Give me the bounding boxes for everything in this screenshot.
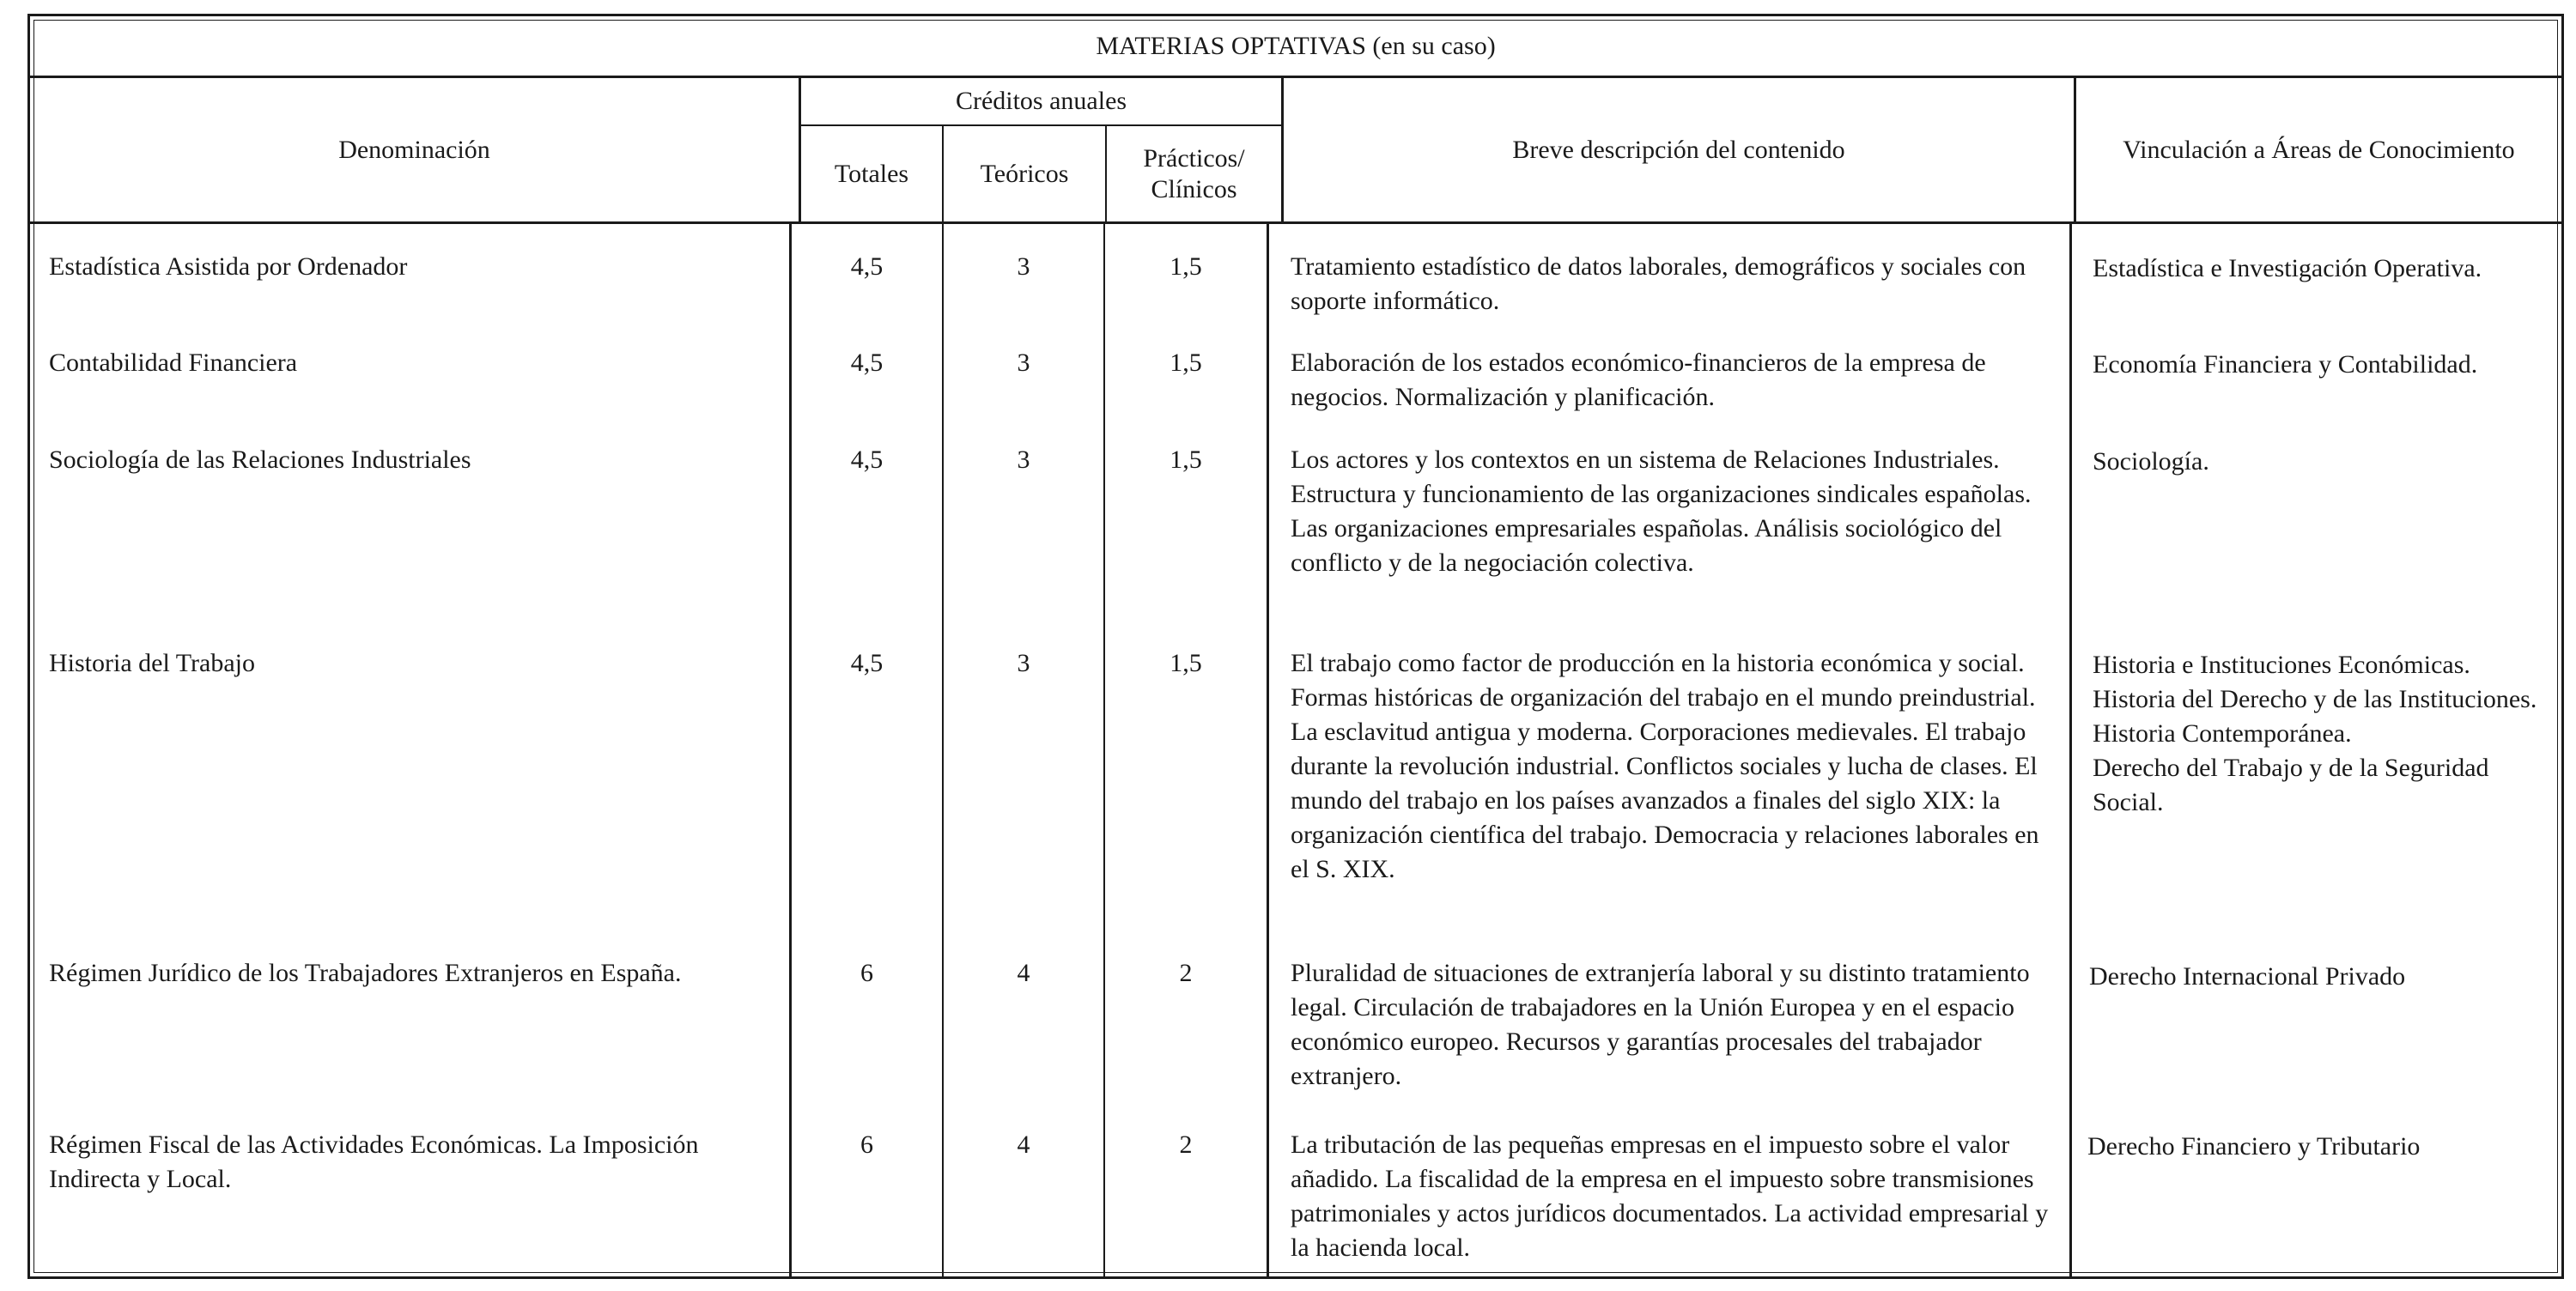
row-4-name: Historia del Trabajo <box>49 649 255 677</box>
header-vinculacion: Vinculación a Áreas de Conocimiento <box>2076 78 2561 224</box>
row-6-vinculacion: Derecho Financiero y Tributario <box>2087 1132 2421 1161</box>
header-teoricos: Teóricos <box>944 126 1107 221</box>
row-2-name: Contabilidad Financiera <box>49 349 298 377</box>
column-divider <box>789 224 792 1276</box>
table-title: MATERIAS OPTATIVAS (en su caso) <box>30 16 2561 78</box>
row-1-descripcion: Tratamiento estadístico de datos laborales, demográficos y sociales con soporte informático. <box>1291 252 2026 315</box>
row-1-name: Estadística Asistida por Ordenador <box>49 252 408 281</box>
row-5-descripcion: Pluralidad de situaciones de extranjería laboral y su distinto tratamiento legal. Circulación de trabajadores en la Unión Europea y en el espacio económico europeo. Recursos y garantías procesales del trabajador extranjero. <box>1291 959 2030 1090</box>
row-3-name: Sociología de las Relaciones Industriales <box>49 445 471 474</box>
materias-optativas-table <box>27 14 2564 1279</box>
column-divider <box>2069 224 2072 1276</box>
row-6-totales: 6 <box>860 1130 873 1159</box>
row-4-totales: 4,5 <box>850 649 884 677</box>
row-2-teoricos: 3 <box>1017 349 1030 377</box>
row-5-name: Régimen Jurídico de los Trabajadores Extranjeros en España. <box>49 959 682 987</box>
row-2-descripcion: Elaboración de los estados económico-financieros de la empresa de negocios. Normalización y planificación. <box>1291 349 1986 411</box>
header-descripcion: Breve descripción del contenido <box>1284 78 2076 224</box>
column-divider <box>942 224 944 1276</box>
row-3-vinculacion: Sociología. <box>2093 447 2209 476</box>
row-3-teoricos: 3 <box>1017 445 1030 474</box>
column-divider <box>1267 224 1269 1276</box>
vinculacion-line: Derecho del Trabajo y de la Seguridad Social. <box>2093 754 2489 816</box>
row-6-descripcion: La tributación de las pequeñas empresas en el impuesto sobre el valor añadido. La fiscalidad de la empresa en el impuesto sobre transmisiones patrimoniales y actos jurídicos documentados. La actividad empresarial y la hacienda local. <box>1291 1130 2049 1262</box>
row-1-totales: 4,5 <box>850 252 884 281</box>
row-4-vinculacion <box>2093 648 2556 820</box>
row-4-practicos: 1,5 <box>1170 649 1202 677</box>
header-practicos-line2: Clínicos <box>1151 174 1237 203</box>
row-4-teoricos: 3 <box>1017 649 1030 677</box>
row-5-totales: 6 <box>860 959 873 987</box>
row-2-totales: 4,5 <box>850 349 884 377</box>
vinculacion-line: Historia e Instituciones Económicas. <box>2093 651 2470 679</box>
header-creditos-anuales: Créditos anuales <box>801 78 1281 126</box>
column-divider <box>1103 224 1105 1276</box>
row-6-name: Régimen Fiscal de las Actividades Económicas. La Imposición Indirecta y Local. <box>49 1130 699 1193</box>
header-practicos-line1: Prácticos/ <box>1143 143 1245 173</box>
row-5-practicos: 2 <box>1179 959 1193 987</box>
vinculacion-line: Historia Contemporánea. <box>2093 719 2352 748</box>
row-2-vinculacion: Economía Financiera y Contabilidad. <box>2093 350 2478 379</box>
row-4-descripcion: El trabajo como factor de producción en la historia económica y social. Formas históricas de organización del trabajo en el mundo preindustrial. La esclavitud antigua y moderna. Corporaciones medievales. El trabajo durante la revolución industrial. Conflictos sociales y lucha de clases. El mundo del trabajo en los países avanzados a finales del siglo XIX: la organización científica del trabajo. Democracia y relaciones laborales en el S. XIX. <box>1291 649 2039 883</box>
row-1-teoricos: 3 <box>1017 252 1030 281</box>
vinculacion-line: Historia del Derecho y de las Instituciones. <box>2093 685 2537 713</box>
header-denominacion: Denominación <box>30 78 801 224</box>
row-6-teoricos: 4 <box>1017 1130 1030 1159</box>
row-6-practicos: 2 <box>1179 1130 1193 1159</box>
row-3-descripcion: Los actores y los contextos en un sistema de Relaciones Industriales. Estructura y funcionamiento de las organizaciones sindicales españolas. Las organizaciones empresariales españolas. Análisis sociológico del conflicto y de la negociación colectiva. <box>1291 445 2032 577</box>
row-3-totales: 4,5 <box>850 445 884 474</box>
row-1-practicos: 1,5 <box>1170 252 1202 281</box>
header-totales: Totales <box>801 126 944 221</box>
row-2-practicos: 1,5 <box>1170 349 1202 377</box>
row-5-teoricos: 4 <box>1017 959 1030 987</box>
header-practicos <box>1107 126 1281 221</box>
row-5-vinculacion: Derecho Internacional Privado <box>2089 962 2406 991</box>
header-creditos-group <box>801 78 1284 224</box>
row-1-vinculacion: Estadística e Investigación Operativa. <box>2093 254 2482 282</box>
row-3-practicos: 1,5 <box>1170 445 1202 474</box>
